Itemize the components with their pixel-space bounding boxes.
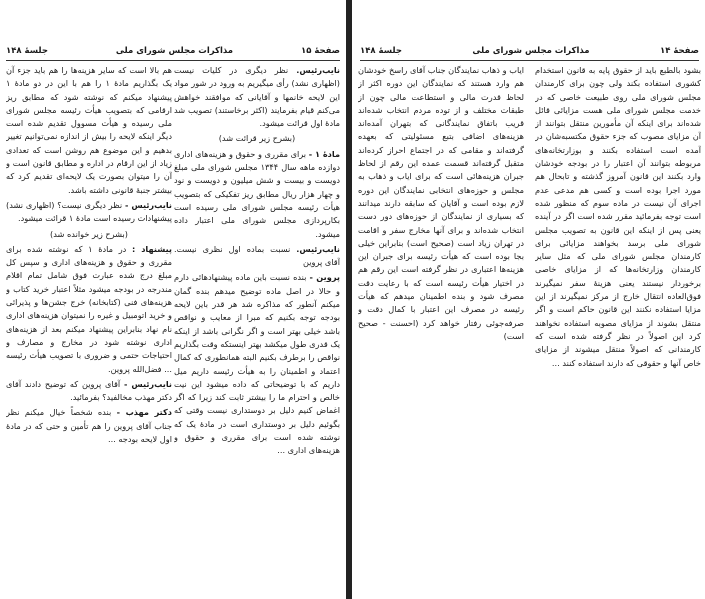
- paragraph: [535, 64, 701, 370]
- speaker-name: نایب‌رئیس.: [296, 65, 340, 75]
- page-header: [6, 44, 340, 61]
- paragraph-text: نسبت بماده اول نظری نیست. آقای پروین: [174, 243, 340, 268]
- paragraph: [6, 64, 172, 197]
- text-column-left: [358, 64, 524, 594]
- paragraph-text: نظر دیگری نیست؟ (اظهاری نشد) پیشنهادات رسیده است مادهٔ ۱ قرائت میشود.: [6, 199, 172, 224]
- speaker-name: پروین -: [309, 272, 340, 283]
- page-header: [360, 44, 699, 61]
- paragraph: [174, 148, 340, 241]
- text-column-right: [174, 64, 340, 594]
- paragraph: [174, 132, 340, 145]
- right-page: [354, 0, 705, 599]
- page-number: صفحهٔ ۱۵: [301, 46, 340, 56]
- paragraph: [6, 406, 172, 446]
- paragraph-text: نظر دیگری در کلیات نیست (اظهاری نشد) رأی میگیریم به ورود در شور مواد این لایحه خانمها و آقایانی که موافقند خواهش می‌کنم قیام بفرمایند (اکثر برخاستند) تصویب شد مادهٔ اول قرائت میشود.: [174, 65, 340, 129]
- paragraph-text: برای مقرری و حقوق و هزینه‌های اداری دوازده ماهه سال ۱۳۴۴ مجلس شورای ملی مبلغ دویست و بیست و شش میلیون و دویست و نود و چهار هزار ریال مطابق ریز تفکیکی که بتصویب هیأت رئیسه مجلس شورای ملی رسیده است بکارپردازی مجلس شورای ملی اعتبار داده میشود.: [174, 148, 340, 239]
- speaker-name: دکتر مهذب -: [116, 407, 172, 418]
- paragraph-text: آقای پروین که توضیح دادند آقای دکتر مهذب مخالفید؟ بفرمائید.: [6, 378, 172, 403]
- paragraph-text: بشود بالطبع باید از حقوق پایه به قانون استخدام کشوری استفاده بکند ولی چون برای کارمندان مجلس شورای ملی روی طبیعت خاصی که در خدمت مجلس شورای ملی هست مزایائی قائل شده‌اند برای اینکه آن مأمورین منتقل بتوانند از آن مزایای مصوب که جزء حقوق مکتسبه‌شان در آمده است استفاده بکنند و بوزارتخانه‌های مربوطه بتوانند آن اعتبار را در بودجه خودشان وارد بکنند این قانون آمروز گذشته و تابحال هم مورد اجرا بوده است و کسی هم مدعی عدم اجرای آن نیست در ماده سوم که منظور شده است توجه بفرمائید مقرر شده است اگر در آینده یعنی پس از اینکه این قانون به تصویب مجلس شورای ملی برسد بخواهند مزایائی برای کارمندان مجلس شورای ملی که مثل سایر کارمندان وزارتخانه‌ها که از مزایای خاصی برخوردار نیستند یعنی هزینهٔ سفر نمیگیرند فوق‌العاده انتقال خارج از مرکز نمیگیرند از این مزایا استفاده نکنند این قانون حاکم است و اگر منتقل بشوند از مزایای مصوبه استفاده نخواهند کرد این اصولاً در نظر گرفته شده است که کارمندانی که اصولاً منتقل میشوند از مزایای خاص آنها و حقوقی که دارند استفاده کنند ...: [535, 65, 701, 368]
- left-page: [0, 0, 346, 599]
- paragraph: [174, 243, 340, 270]
- running-title: مذاکرات مجلس شورای ملی: [115, 46, 234, 56]
- paragraph: [6, 228, 172, 241]
- paragraph: [358, 64, 524, 343]
- speaker-name: مادهٔ ۱ -: [308, 148, 340, 159]
- paragraph-text: بنده نسبت باین ماده پیشنهادهائی دارم و حالا در اصل ماده توضیح میدهم بنده گمان میکنم آنطور که مذاکره شد هر قدر باین لایحه بودجه توجه بکنیم که مبرا از معایب و نواقص باشد خیلی بهتر است و اگر نگرانی باشد از اینکه یک قدری طول میکشد بهتر اینستکه وقت بگذاریم نواقص را برطرف بکنیم البته همانطوری که کمال اعتماد و اطمینان را به هیأت رئیسه داریم میل داریم که با توضیحاتی که داده میشود این نیت خالص و احترام ما را بیشتر ثابت کند زیرا که اگر اغماض کنیم دلیل بر دوستداری نیست وقتی که بگوئیم دلیل بر دوستداری است در مادهٔ یک که نوشته شده است برای مقرری و حقوق و هزینه‌های اداری ...: [174, 272, 340, 456]
- session-number: جلسهٔ ۱۴۸: [6, 46, 48, 56]
- text-column-left: [6, 64, 172, 594]
- paragraph: [6, 378, 172, 405]
- speaker-name: نایب‌رئیس.: [296, 243, 340, 254]
- paragraph-text: (بشرح زیر خوانده شد): [50, 228, 128, 239]
- paragraph: [6, 243, 172, 376]
- paragraph: [6, 199, 172, 226]
- paragraph-text: ایاب و ذهاب نمایندگان جناب آقای راسخ خودشان هم وارد هستند که نمایندگان این دوره اکثر از لحاظ قدرت مالی و استطاعت مالی چون از طبقات مختلف و از توده مردم انتخاب شده‌اند قریب باتفاق نمایندگانی که بتهران آمده‌اند هزینه‌های اضافی بتبع مسئولیتی که بعهده گرفته‌اند و مقامی که در اجتماع احراز کرده‌اند متقبل گرفته‌اند قسمت عمده این رقم از لحاظ جبران هزینه‌هائی است که برای ایاب و ذهاب به مجلس و حوزه‌های انتخابی نمایندگان این دوره لازم بوده است و آقایان که سابقه دارند میدانند که بسیاری از نمایندگان از حوزه‌های دور دست انتخاب شده‌اند و برای آنها مخارج سفر و اقامت در تهران زیاد است (صحیح است) بنابراین خیلی بجا بوده است که هیأت رئیسه برای جبران این هزینه‌ها اعتباری در نظر گرفته است این رقم هم در اختیار هیأت رئیسه است که با رعایت دقت مصرف شود و بنده اطمینان میدهم که هیأت رئیسه در مصرف این اعتبار با کمال دقت و صرفه‌جوئی رفتار خواهد کرد (احسنت - صحیح است): [358, 65, 524, 341]
- paragraph-text: هم بالا است که سایر هزینه‌ها را هم باید جزء آن یک بگذاریم مادهٔ ۱ را هم با این در دو مادهٔ ۱ پیشنهاد میکنم که نوشته شود که مطابق ریز ارقامی که بتصویب هیأت رئیسه مجلس شورای ملی رسیده و هیأت مسوول تقدیم شده است دیگر اینکه لایحه را بیش از اندازه نمی‌توانیم تغییر بدهیم و این موضوع هم روشن است که تعدادی زیاد از این ارقام در اداره و مطابق قانون است و آن را میتوان بصورت یک لایحه‌ای تقدیم کرد که بیشتر جنبهٔ قانونی داشته باشد.: [6, 65, 172, 195]
- speaker-name: نایب‌رئیس -: [124, 199, 172, 210]
- page-number: صفحهٔ ۱۴: [660, 46, 699, 56]
- text-column-right: [535, 64, 701, 594]
- book-spine-divider: [346, 0, 352, 599]
- running-title: مذاکرات مجلس شورای ملی: [472, 46, 590, 56]
- paragraph: [174, 64, 340, 130]
- paragraph-text: در مادهٔ ۱ که نوشته شده برای مقرری و حقوق و هزینه‌های اداری و سپس کل مبلغ درج شده عبارت فوق شامل تمام اقلام مندرجه در بودجه میشود مثلاً اعتبار خرید کتاب و هزینه‌های فنی (کتابخانه) خرج جشن‌ها و پذیرائی و خرید اتومبیل و غیره را نمیتوان هزینه‌های اداری نام نهاد بنابراین پیشنهاد میکنم بعد از هزینه‌های اداری نوشته شود در مخارج و مصارف و احتیاجات حتمی و ضروری با تصویب هیأت رئیسه ... فضل‌الله پروین.: [6, 243, 172, 374]
- paragraph-text: (بشرح زیر قرائت شد): [218, 133, 296, 144]
- speaker-name: نایب‌رئیس -: [123, 378, 172, 389]
- paragraph: [174, 271, 340, 457]
- paragraph-text: بنده شخصاً خیال میکنم نظر جناب آقای پروین را هم تأمین و حتی که در مادهٔ اول لایحه بودجه ...: [6, 407, 172, 445]
- speaker-name: پیشنهاد :: [132, 243, 172, 254]
- session-number: جلسهٔ ۱۴۸: [360, 46, 402, 56]
